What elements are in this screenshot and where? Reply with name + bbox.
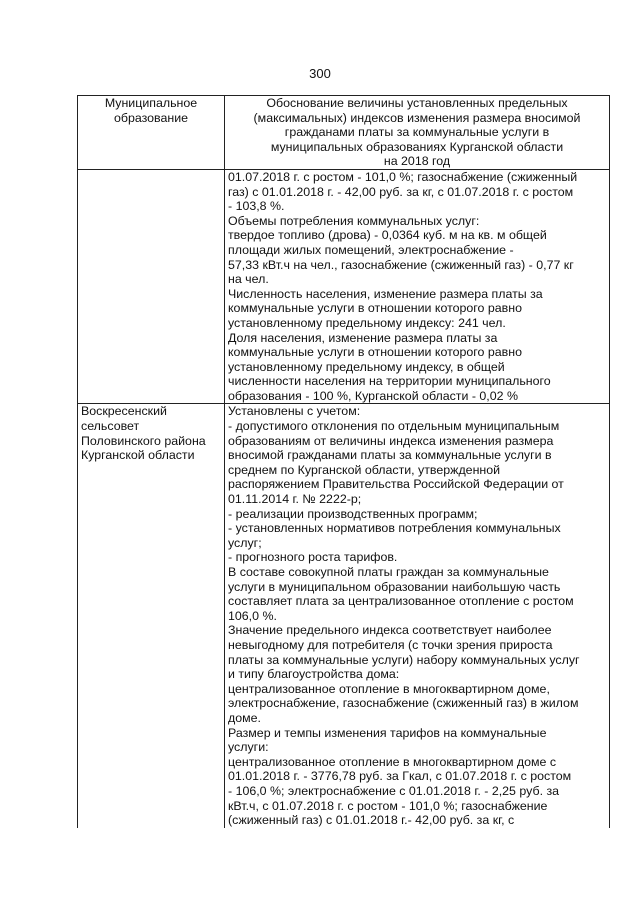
justification-line: 106,0 %. bbox=[228, 608, 277, 623]
header-col2-line: гражданами платы за коммунальные услуги в bbox=[284, 125, 550, 140]
justification-line: В составе совокупной платы граждан за коммунальные bbox=[228, 565, 549, 579]
justification-line: образования - 100 %, Курганской области - 0,02 % bbox=[228, 388, 518, 403]
justification-line: 01.01.2018 г. - 3776,78 руб. за Гкал, с 01.07.2018 г. с ростом bbox=[228, 769, 572, 784]
justification-line: коммунальные услуги в отношении которого равно bbox=[228, 345, 522, 360]
justification-line: услуги: bbox=[228, 740, 269, 755]
justification-line: доме. bbox=[228, 710, 261, 725]
header-col1-line: Муниципальное bbox=[104, 96, 198, 110]
justification-line: образованиям от величины индекса изменения размера bbox=[228, 433, 554, 448]
justification-line: кВт.ч, с 01.07.2018 г. с ростом - 101,0 %; газоснабжение bbox=[228, 798, 548, 813]
justification-line: - прогнозного роста тарифов. bbox=[228, 550, 398, 565]
justification-line: услуги в муниципальном образовании наибольшую часть bbox=[228, 579, 561, 594]
justification-line: Доля населения, изменение размера платы за bbox=[228, 330, 498, 345]
justification-line: площади жилых помещений, электроснабжение - bbox=[228, 242, 514, 257]
header-col2-line: на 2018 год bbox=[383, 154, 451, 169]
justification-line: среднем по Курганской области, утвержденной bbox=[228, 462, 501, 477]
justification-line: 01.11.2014 г. № 2222-р; bbox=[228, 492, 362, 507]
header-col2-line: (максимальных) индексов изменения размера вносимой bbox=[253, 110, 581, 125]
justification-line: - 106,0 %; электроснабжение с 01.01.2018 г. - 2,25 руб. за bbox=[228, 783, 560, 798]
justification-line: платы за коммунальные услуги) набору коммунальных услуг bbox=[228, 652, 580, 667]
justification-cell bbox=[225, 169, 610, 404]
justification-cell bbox=[225, 404, 610, 828]
justification-line: - допустимого отклонения по отдельным муниципальным bbox=[228, 419, 560, 434]
municipality-line: Воскресенский bbox=[81, 404, 167, 419]
justification-line: (сжиженный газ) с 01.01.2018 г.- 42,00 руб. за кг, с bbox=[228, 813, 515, 828]
municipality-line: Половинского района bbox=[81, 433, 206, 448]
justification-line: коммунальные услуги в отношении которого равно bbox=[228, 301, 522, 316]
justification-line: Установлены с учетом: bbox=[228, 404, 361, 419]
justification-line: невыгодному для потребителя (с точки зрения прироста bbox=[228, 637, 553, 652]
municipality-line: сельсовет bbox=[81, 419, 140, 434]
municipality-line: Курганской области bbox=[81, 448, 195, 463]
justification-table bbox=[77, 95, 610, 828]
justification-line: и типу благоустройства дома: bbox=[228, 667, 400, 682]
header-justification bbox=[225, 96, 610, 170]
justification-line: Объемы потребления коммунальных услуг: bbox=[228, 213, 480, 228]
justification-line: - реализации производственных программ; bbox=[228, 506, 478, 521]
justification-line: Значение предельного индекса соответствует наиболее bbox=[228, 623, 552, 638]
justification-line: распоряжением Правительства Российской Федерации от bbox=[228, 477, 564, 492]
justification-line: составляет плата за централизованное отопление с ростом bbox=[228, 594, 574, 609]
justification-line: электроснабжение, газоснабжение (сжиженный газ) в жилом bbox=[228, 696, 579, 711]
table-header-row bbox=[78, 96, 610, 170]
header-municipality bbox=[78, 96, 225, 170]
justification-line: твердое топливо (дрова) - 0,0364 куб. м на кв. м общей bbox=[228, 228, 547, 243]
justification-line: Численность населения, изменение размера платы за bbox=[228, 286, 543, 301]
justification-line: 01.07.2018 г. с ростом - 101,0 %; газоснабжение (сжиженный bbox=[228, 169, 578, 184]
municipality-cell bbox=[78, 169, 225, 404]
municipality-cell bbox=[78, 404, 225, 828]
header-col2-line: муниципальных образованиях Курганской области bbox=[270, 139, 564, 154]
header-col1-line: образование bbox=[113, 110, 189, 125]
table-row bbox=[78, 404, 610, 828]
justification-line: - 103,8 %. bbox=[228, 199, 285, 214]
justification-line: численности населения на территории муниципального bbox=[228, 374, 551, 389]
justification-line: газ) с 01.01.2018 г. - 42,00 руб. за кг, с 01.07.2018 г. с ростом bbox=[228, 184, 574, 199]
justification-line: Размер и темпы изменения тарифов на коммунальные bbox=[228, 725, 547, 740]
header-col2-line: Обоснование величины установленных предельных bbox=[266, 96, 568, 110]
justification-line: 57,33 кВт.ч на чел., газоснабжение (сжиженный газ) - 0,77 кг bbox=[228, 257, 574, 272]
justification-line: установленному предельному индексу: 241 чел. bbox=[228, 315, 506, 330]
justification-line: установленному предельному индексу, в общей bbox=[228, 359, 505, 374]
justification-line: услуг; bbox=[228, 535, 262, 550]
table-row bbox=[78, 169, 610, 404]
justification-line: - установленных нормативов потребления коммунальных bbox=[228, 521, 561, 536]
page-number: 300 bbox=[309, 66, 331, 81]
justification-line: вносимой гражданами платы за коммунальные услуги в bbox=[228, 448, 552, 463]
justification-line: централизованное отопление в многоквартирном доме с bbox=[228, 754, 557, 769]
justification-line: централизованное отопление в многоквартирном доме, bbox=[228, 681, 550, 696]
justification-line: на чел. bbox=[228, 272, 269, 287]
